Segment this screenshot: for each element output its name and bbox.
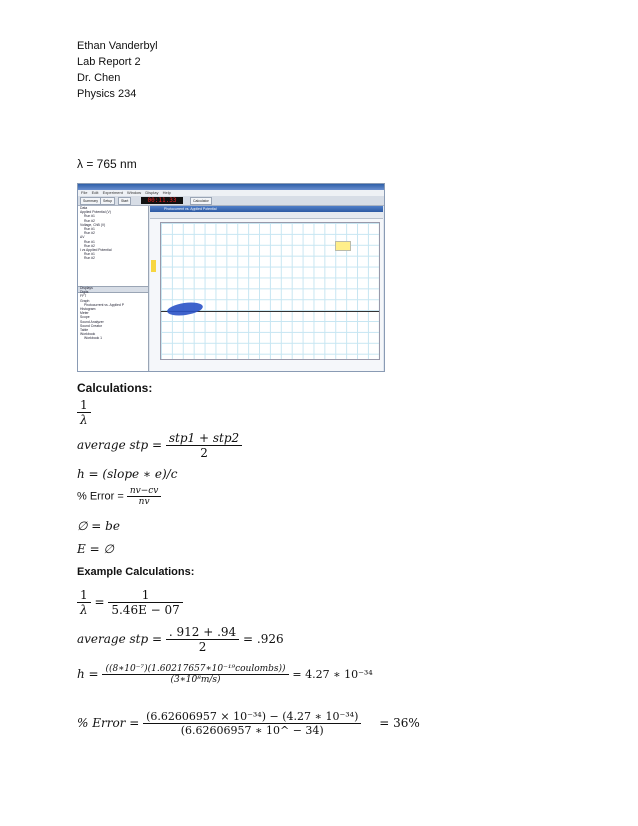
graph-window [150,206,383,371]
display-item: Scope [80,315,90,320]
frac-den: λ [80,603,88,617]
display-item: Sound Analyzer [80,319,104,324]
display-item: Digits [80,290,89,295]
tree-item: ΔV [80,235,85,240]
avg-den: 2 [198,640,207,654]
example-heading: Example Calculations: [77,566,195,578]
display-item: FFT [80,294,87,299]
tree-item: Run #2 [84,218,95,223]
frac-num: 1 [77,588,91,603]
avg-num: stp1 + stp2 [166,431,242,446]
tree-item: Voltage, ChB (V) [80,222,106,227]
energy-formula: E = ∅ [77,542,114,556]
graph-legend [335,241,351,251]
display-item: Table [80,327,89,332]
tree-item: Run #1 [84,239,95,244]
percent-error-formula [77,486,161,507]
avg-lhs: average stp = [77,438,163,452]
tree-item: Applied Potential (V) [80,210,111,215]
err-lhs: % Error = [77,716,140,730]
h-num: ((8∗10⁻⁷)(1.60217657∗10⁻¹⁹coulombs)) [102,664,288,675]
avg-den: 2 [200,446,208,460]
graph-plot-area [160,222,380,360]
report-title: Lab Report 2 [77,56,141,68]
frac-num: 1 [108,588,182,603]
avg-result: = .926 [243,632,284,646]
frac-den: λ [80,413,88,427]
display-item: Displays [80,286,93,290]
timer-display: 00:11.33 [141,197,183,204]
tree-item: Run #1 [84,252,95,257]
menu-item: Window [126,190,142,195]
author-name: Ethan Vanderbyl [77,40,158,52]
embedded-screenshot [77,183,385,372]
example-average-stp [77,625,284,654]
avg-lhs: average stp = [77,632,163,646]
instructor-name: Dr. Chen [77,72,121,84]
err-num: nv−cv [127,486,162,497]
graph-title: Photocurrent vs. Applied Potential [150,206,383,212]
data-tree-panel [78,206,149,371]
example-h-calc [77,664,373,685]
frac-den: 5.46E − 07 [111,603,180,617]
example-inverse-wavelength: $\frac{1}{\lambda}$ = $\frac{1}{5.46E - 07}$ [77,588,183,617]
h-formula: h = (slope ∗ e)/c [77,467,178,481]
err-num: (6.62606957 × 10⁻³⁴) − (4.27 ∗ 10⁻³⁴) [143,710,361,724]
average-stp-formula [77,431,242,460]
inverse-wavelength-formula [77,398,91,427]
err-den: (6.62606957 ∗ 10^ − 34) [180,724,324,737]
data-points-cluster [166,301,203,318]
tree-item: Run #1 [84,214,95,219]
err-lhs: % Error = [77,490,124,503]
frac-num: 1 [77,398,91,413]
tree-item: Run #2 [84,243,95,248]
display-item: Meter [80,311,89,316]
display-item: Workbook 1 [84,336,103,341]
graph-toolbar [150,212,383,219]
h-den: (3∗10⁸m/s) [170,675,221,685]
tree-item: Run #1 [84,226,95,231]
display-item: Workbook [80,332,96,337]
toolbar [78,196,384,206]
menu-item: Help [162,190,171,195]
wavelength-line: λ = 765 nm [77,157,137,171]
menu-item: Display [145,190,159,195]
display-item: Photocurrent vs. Applied P [84,302,124,307]
display-item: Graph [80,298,90,303]
tree-item: I vs Applied Potential [80,247,112,252]
header-block [77,38,158,102]
display-item: Sound Creator [80,323,103,328]
h-lhs: h = [77,667,99,681]
phi-formula: ∅ = be [77,519,120,533]
start-button: Start [118,197,131,205]
h-result: = 4.27 ∗ 10⁻³⁴ [292,668,373,681]
menu-item: Edit [91,190,99,195]
summary-button: Summary [80,197,101,205]
calculations-heading: Calculations: [77,381,153,395]
avg-num: . 912 + .94 [166,625,239,640]
tree-item: Run #2 [84,256,95,261]
err-den: nv [138,497,150,507]
calculator-button: Calculator [190,197,212,205]
setup-button: Setup [100,197,115,205]
display-item: Histogram [80,306,96,311]
menu-item: Experiment [102,190,123,195]
course-name: Physics 234 [77,88,137,100]
err-result: = 36% [379,716,420,730]
example-percent-error [77,710,420,737]
tree-item: Run #2 [84,231,95,236]
axis-marker [151,260,156,272]
tree-item: Data [80,206,88,210]
menu-item: File [81,190,88,195]
